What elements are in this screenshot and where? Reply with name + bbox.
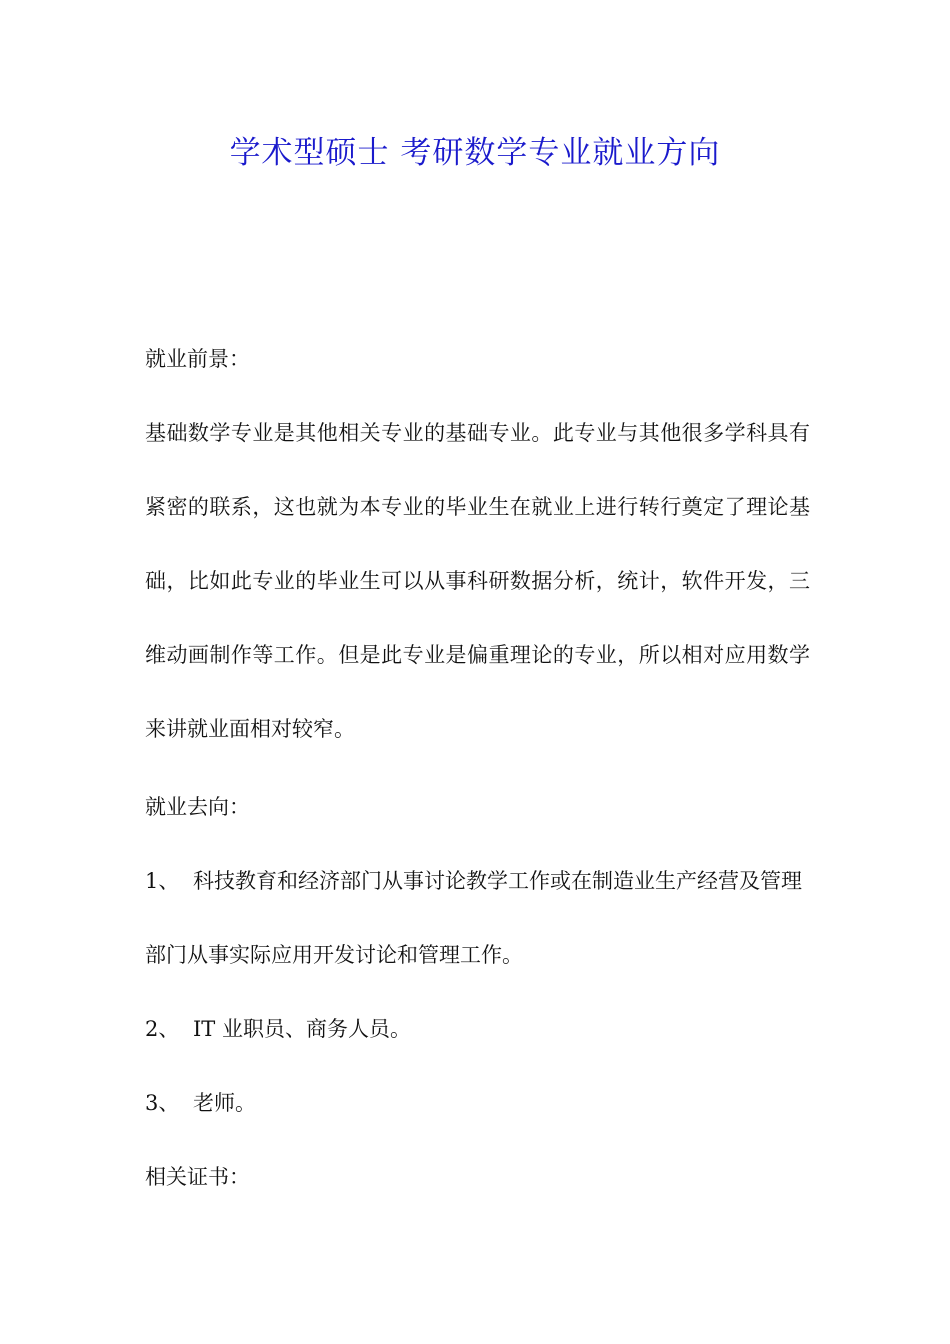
list-item-number: 1、	[145, 869, 180, 893]
list-item	[145, 992, 810, 1066]
direction-list	[145, 844, 810, 1140]
list-item	[145, 844, 810, 992]
list-item	[145, 1066, 810, 1140]
list-item-number: 2、	[145, 1017, 180, 1041]
list-item-number: 3、	[145, 1091, 180, 1115]
section-heading-direction: 就业去向：	[145, 795, 250, 819]
page-title: 学术型硕士 考研数学专业就业方向	[229, 135, 721, 171]
list-item-text: IT 业职员、商务人员。	[193, 1017, 411, 1041]
prospect-paragraph: 基础数学专业是其他相关专业的基础专业。此专业与其他很多学科具有紧密的联系，这也就为本专业的毕业生在就业上进行转行奠定了理论基础，比如此专业的毕业生可以从事科研数据分析，统计，软件开发，三维动画制作等工作。但是此专业是偏重理论的专业，所以相对应用数学来讲就业面相对较窄。	[145, 421, 810, 741]
list-item-text: 老师。	[193, 1091, 256, 1115]
section-heading-prospect: 就业前景：	[145, 347, 250, 371]
list-item-text: 科技教育和经济部门从事讨论教学工作或在制造业生产经营及管理部门从事实际应用开发讨论和管理工作。	[145, 869, 802, 967]
section-heading-certificates: 相关证书：	[145, 1165, 250, 1189]
